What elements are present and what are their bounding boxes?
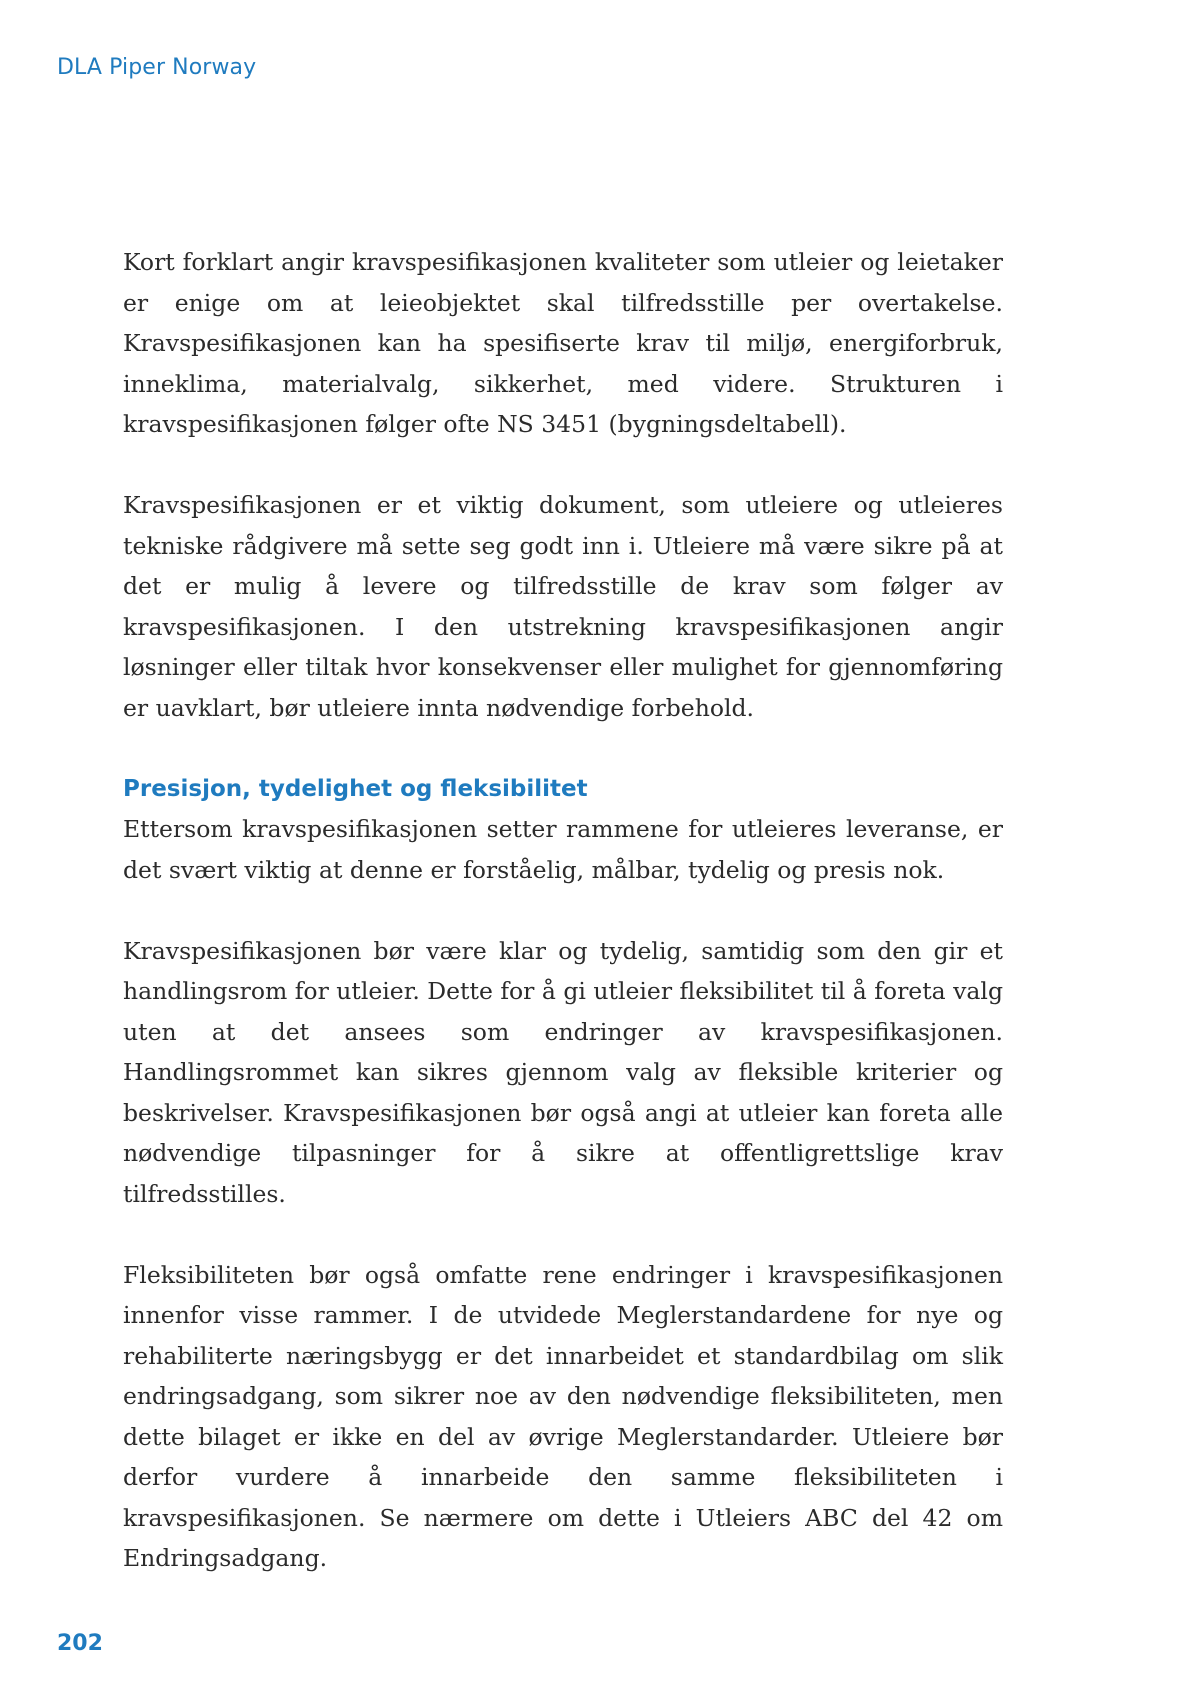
- body-paragraph: Kravspesifikasjonen bør være klar og tydelig, samtidig som den gir et handlingsrom for utleier. Dette for å gi utleier fleksibilitet til å foreta valg uten at det ansees som endringer av kravspesifikasjonen. Handlingsrommet kan sikres gjennom valg av fleksible kriterier og beskrivelser. Kravspesifikasjonen bør også angi at utleier kan foreta alle nødvendige tilpasninger for å sikre at offentligrettslige krav tilfredsstilles.: [123, 936, 1003, 1208]
- body-paragraph: Ettersom kravspesifikasjonen setter rammene for utleieres leveranse, er det svært viktig at denne er forståelig, målbar, tydelig og presis nok.: [123, 815, 1003, 884]
- body-paragraph: Kravspesifikasjonen er et viktig dokument, som utleiere og utleieres tekniske rådgivere må sette seg godt inn i. Utleiere må være sikre på at det er mulig å levere og tilfredsstille de krav som følger av kravspesifikasjonen. I den utstrekning kravspesifikasjonen angir løsninger eller tiltak hvor konsekvenser eller mulighet for gjennomføring er uavklart, bør utleiere innta nødvendige forbehold.: [123, 491, 1003, 722]
- main-content: [123, 242, 1003, 1619]
- running-header: DLA Piper Norway: [57, 55, 257, 80]
- page-number: 202: [57, 1631, 103, 1656]
- section-heading: Presisjon, tydelighet og fleksibilitet: [123, 775, 588, 802]
- body-paragraph: Fleksibiliteten bør også omfatte rene endringer i kravspesifikasjonen innenfor visse rammer. I de utvidede Meglerstandardene for nye og rehabiliterte næringsbygg er det innarbeidet et standardbilag om slik endringsadgang, som sikrer noe av den nødvendige fleksibiliteten, men dette bilaget er ikke en del av øvrige Meglerstandarder. Utleiere bør derfor vurdere å innarbeide den samme fleksibiliteten i kravspesifikasjonen. Se nærmere om dette i Utleiers ABC del 42 om Endringsadgang.: [123, 1260, 1003, 1572]
- body-paragraph: Kort forklart angir kravspesifikasjonen kvaliteter som utleier og leietaker er enige om at leieobjektet skal tilfredsstille per overtakelse. Kravspesifikasjonen kan ha spesifiserte krav til miljø, energiforbruk, inneklima, materialvalg, sikkerhet, med videre. Strukturen i kravspesifikasjonen følger ofte NS 3451 (bygningsdeltabell).: [123, 248, 1003, 438]
